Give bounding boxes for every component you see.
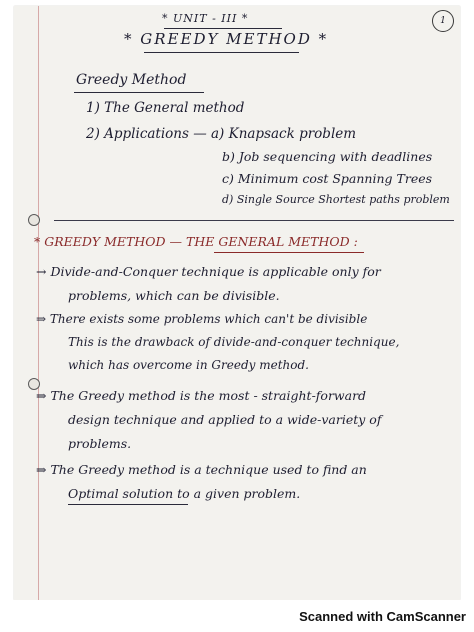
point-3-line-2: design technique and applied to a wide-variety of	[68, 412, 382, 427]
application-spanning-trees: c) Minimum cost Spanning Trees	[222, 171, 433, 186]
section-heading: * GREEDY METHOD — THE GENERAL METHOD :	[34, 234, 358, 249]
application-shortest-paths: d) Single Source Shortest paths problem	[222, 193, 450, 206]
point-3-line-1: ⇒ The Greedy method is the most - straight-forward	[36, 388, 367, 403]
section-divider	[54, 220, 454, 221]
overview-heading: Greedy Method	[76, 72, 187, 88]
scanner-footer	[0, 600, 474, 632]
page-number: 1	[432, 10, 454, 32]
unit-underline	[164, 28, 282, 29]
section-heading-underline	[214, 252, 364, 253]
point-2-line-3: which has overcome in Greedy method.	[68, 358, 309, 372]
point-2-line-1: ⇒ There exists some problems which can't be divisible	[36, 312, 368, 326]
overview-item-general-method: 1) The General method	[86, 100, 245, 116]
unit-label: * UNIT - III *	[162, 12, 249, 25]
point-1-line-2: problems, which can be divisible.	[68, 288, 280, 303]
point-3-line-3: problems.	[68, 436, 132, 451]
point-1-line-1: → Divide-and-Conquer technique is applicable only for	[36, 264, 381, 279]
overview-underline	[74, 92, 204, 93]
optimal-solution-underline	[68, 504, 188, 505]
point-2-line-2: This is the drawback of divide-and-conquer technique,	[68, 335, 400, 349]
title-underline	[144, 52, 299, 53]
application-job-sequencing: b) Job sequencing with deadlines	[222, 149, 433, 164]
notebook-page	[14, 6, 460, 600]
point-4-line-1: ⇒ The Greedy method is a technique used to find an	[36, 462, 367, 477]
scanner-watermark: Scanned with CamScanner	[299, 609, 466, 624]
overview-item-applications: 2) Applications — a) Knapsack problem	[86, 126, 357, 142]
point-4-line-2: Optimal solution to a given problem.	[68, 486, 301, 501]
margin-line	[38, 6, 39, 600]
page-title: * GREEDY METHOD *	[124, 30, 329, 48]
binder-hole	[28, 214, 40, 226]
